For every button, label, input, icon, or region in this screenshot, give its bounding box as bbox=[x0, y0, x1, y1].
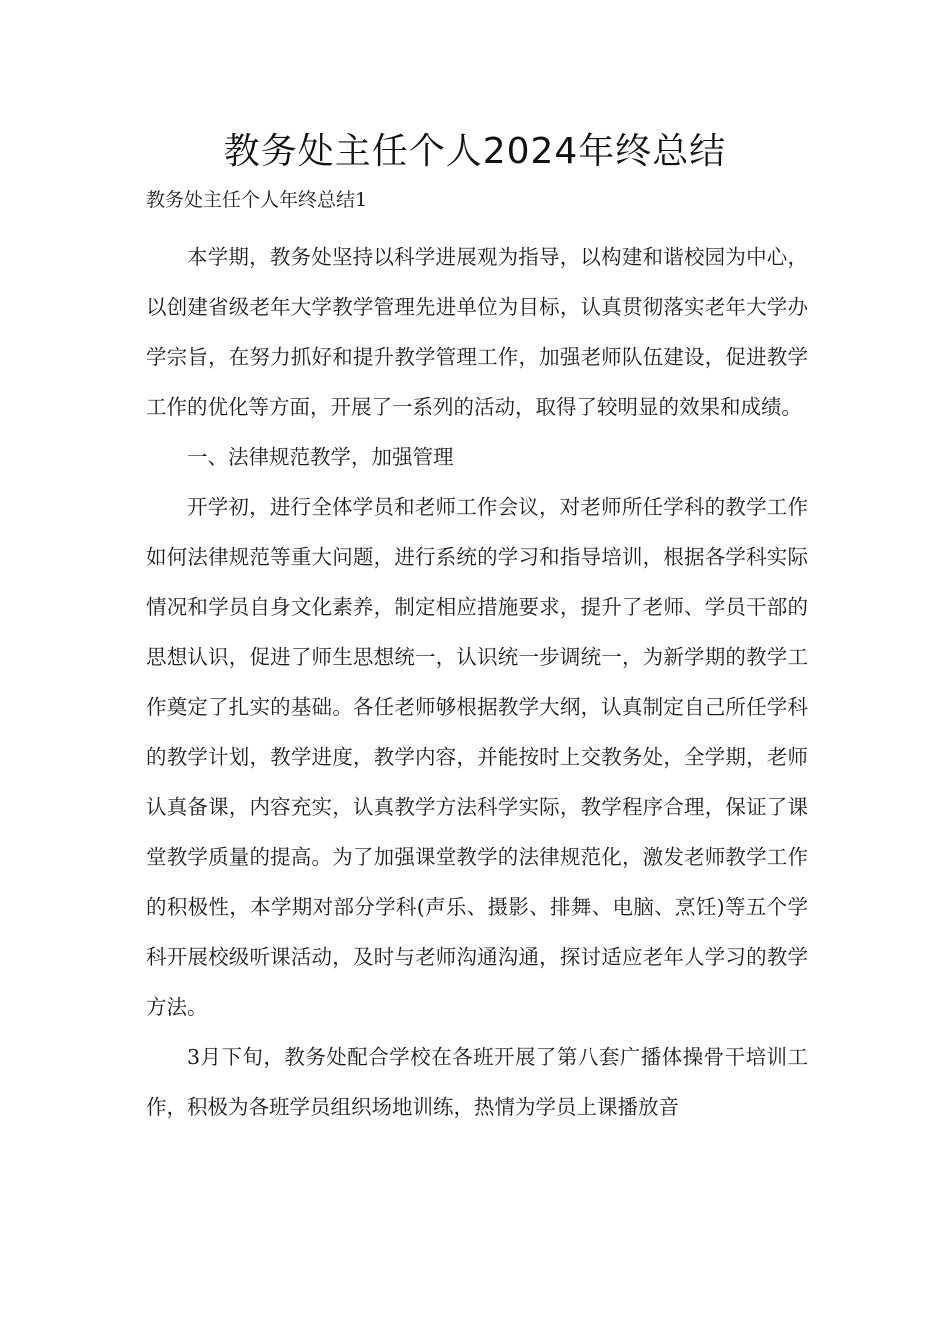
document-subtitle: 教务处主任个人年终总结1 bbox=[146, 189, 368, 211]
paragraph-broadcast-exercise: 3月下旬，教务处配合学校在各班开展了第八套广播体操骨干培训工作，积极为各班学员组织场地训练，热情为学员上课播放音 bbox=[146, 1045, 808, 1119]
paragraph-teaching-management: 开学初，进行全体学员和老师工作会议，对老师所任学科的教学工作如何法律规范等重大问题，进行系统的学习和指导培训，根据各学科实际情况和学员自身文化素养，制定相应措施要求，提升了老师、学员干部的思想认识，促进了师生思想统一，认识统一步调统一，为新学期的教学工作奠定了扎实的基础。各任老师够根据教学大纲，认真制定自己所任学科的教学计划，教学进度，教学内容，并能按时上交教务处，全学期，老师认真备课，内容充实，认真教学方法科学实际，教学程序合理，保证了课堂教学质量的提高。为了加强课堂教学的法律规范化，激发老师教学工作的积极性，本学期对部分学科(声乐、摄影、排舞、电脑、烹饪)等五个学科开展校级听课活动，及时与老师沟通沟通，探讨适应老年人学习的教学方法。 bbox=[146, 495, 808, 1019]
section-heading-1: 一、法律规范教学，加强管理 bbox=[187, 445, 454, 469]
document-title: 教务处主任个人2024年终总结 bbox=[223, 131, 727, 172]
document-body bbox=[146, 232, 808, 1132]
paragraph-intro: 本学期，教务处坚持以科学进展观为指导，以构建和谐校园为中心，以创建省级老年大学教学管理先进单位为目标，认真贯彻落实老年大学办学宗旨，在努力抓好和提升教学管理工作，加强老师队伍建设，促进教学工作的优化等方面，开展了一系列的活动，取得了较明显的效果和成绩。 bbox=[146, 245, 808, 419]
